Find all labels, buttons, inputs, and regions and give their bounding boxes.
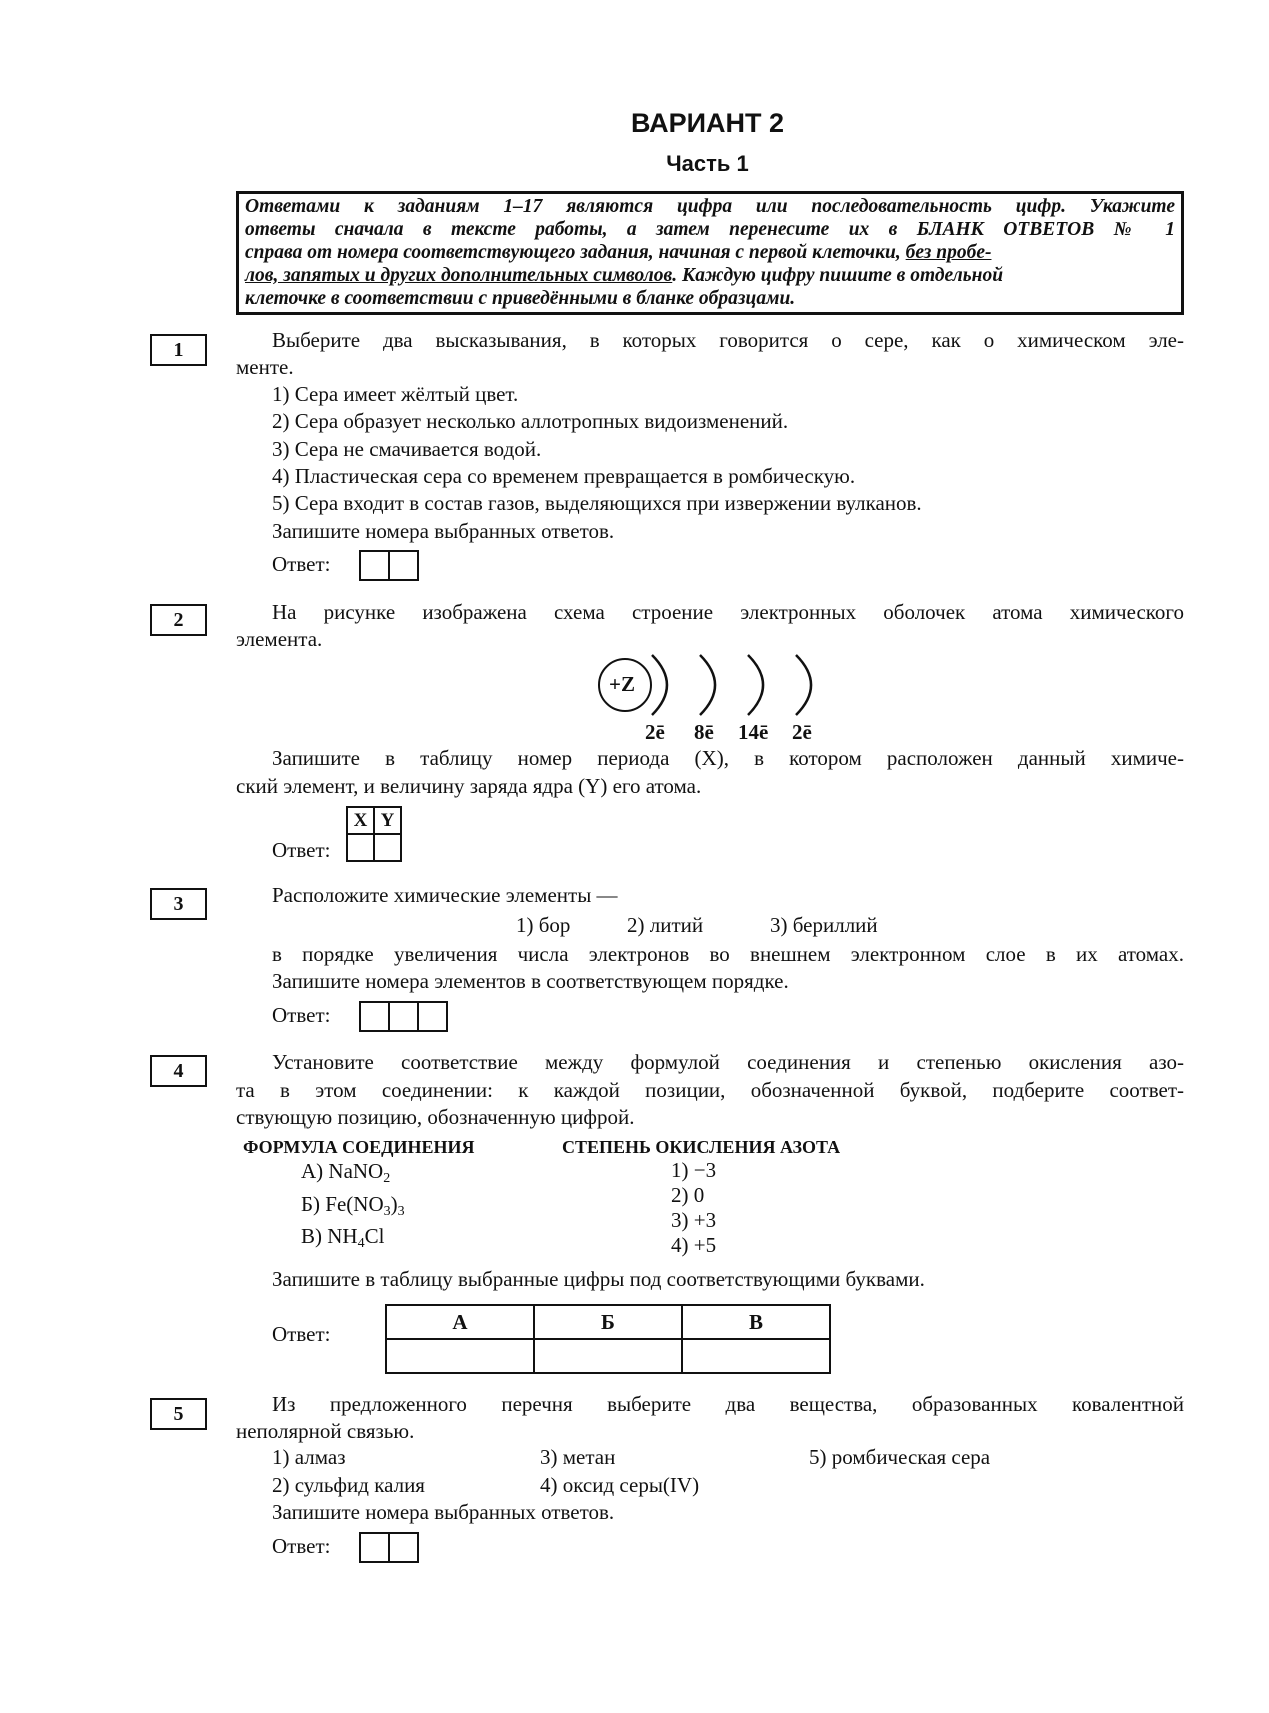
answer-label: Ответ: (272, 1003, 331, 1027)
instructions-text: . Каждую цифру пишите в отдельной (672, 265, 1004, 286)
instructions-emphasis: без пробе- (905, 242, 992, 263)
formula-subscript: 3 (383, 1204, 391, 1219)
task1-option: 2) Сера образует несколько аллотропных видоизменений. (272, 409, 789, 433)
answer-cell[interactable] (390, 552, 417, 579)
answer-cell-b[interactable] (534, 1339, 682, 1373)
instructions-text: справа от номера соответствующего задания, начиная с первой клеточки, (245, 242, 906, 263)
answer-cell-a[interactable] (386, 1339, 534, 1373)
formula-a (301, 1158, 390, 1192)
shell-arc (652, 655, 667, 715)
answer-cell[interactable] (390, 1534, 417, 1561)
task4-answer-table (385, 1304, 831, 1374)
formula-text: В) NH (301, 1224, 358, 1248)
answer-label: Ответ: (272, 552, 331, 576)
answer-cell[interactable] (419, 1003, 446, 1030)
instructions-line (245, 265, 1175, 288)
part-title: Часть 1 (666, 151, 749, 176)
column-header-v: В (682, 1305, 830, 1339)
variant-title: ВАРИАНТ 2 (630, 108, 785, 138)
shell-electrons: 2ē (645, 720, 665, 744)
formula-c (301, 1223, 384, 1257)
task1-text: менте. (236, 355, 294, 379)
task1-option: 4) Пластическая сера со временем превращается в ромбическую. (272, 464, 856, 488)
oxidation-option: 3) +3 (671, 1208, 717, 1232)
task5-option: 3) метан (540, 1445, 616, 1469)
answer-cell[interactable] (361, 1003, 390, 1030)
task4-instruction: Запишите в таблицу выбранные цифры под соответствующими буквами. (272, 1267, 925, 1291)
element-option: 1) бор (516, 913, 571, 937)
answer-label: Ответ: (272, 838, 331, 862)
task2-text: Запишите в таблицу номер периода (X), в котором расположен данный химиче- (272, 746, 1184, 770)
formula-text: ) (390, 1192, 398, 1216)
formula-text: А) NaNO (301, 1159, 384, 1183)
formula-text: Cl (364, 1224, 385, 1248)
answer-cell[interactable] (361, 1534, 390, 1561)
task2-text: На рисунке изображена схема строение электронных оболочек атома химического (272, 600, 1184, 624)
answer-label: Ответ: (272, 1322, 331, 1346)
task1-option: 1) Сера имеет жёлтый цвет. (272, 382, 519, 406)
task2-answer-table (346, 806, 402, 862)
element-option: 2) литий (627, 913, 704, 937)
answer-label: Ответ: (272, 1534, 331, 1558)
answer-cell-x[interactable] (347, 834, 374, 861)
instructions-line: клеточке в соответствии с приведёнными в бланке образцами. (245, 288, 796, 309)
formula-subscript: 3 (397, 1204, 405, 1219)
task3-text: Запишите номера элементов в соответствующем порядке. (272, 969, 789, 993)
task1-instruction: Запишите номера выбранных ответов. (272, 519, 615, 543)
task1-option: 3) Сера не смачивается водой. (272, 437, 542, 461)
task5-text: Из предложенного перечня выберите два вещества, образованных ковалентной (272, 1392, 1184, 1416)
task-number-4: 4 (150, 1055, 207, 1087)
shell-electrons: 14ē (738, 720, 769, 744)
task1-answer-cells[interactable] (359, 550, 419, 581)
answer-cell[interactable] (361, 552, 390, 579)
task2-text: элемента. (236, 627, 323, 651)
task-number-5: 5 (150, 1398, 207, 1430)
element-option: 3) бериллий (770, 913, 878, 937)
nucleus-label: +Z (609, 672, 635, 696)
task-number-2: 2 (150, 604, 207, 636)
instructions-line: Ответами к заданиям 1–17 являются цифра или последовательность цифр. Укажите (245, 196, 1175, 217)
task-number-3: 3 (150, 888, 207, 920)
formula-subscript: 2 (383, 1171, 391, 1186)
formula-subscript: 4 (357, 1236, 365, 1251)
instructions-line: ответы сначала в тексте работы, а затем перенесите их в БЛАНК ОТВЕТОВ № 1 (245, 219, 1175, 240)
formula-text: Б) Fe(NO (301, 1192, 384, 1216)
shell-electrons: 8ē (694, 720, 714, 744)
column-header-a: А (386, 1305, 534, 1339)
task4-text: та в этом соединении: к каждой позиции, обозначенной буквой, подберите соответ- (236, 1078, 1184, 1102)
task5-option: 2) сульфид калия (272, 1473, 425, 1497)
task5-text: неполярной связью. (236, 1419, 415, 1443)
task4-text: ствующую позицию, обозначенную цифрой. (236, 1105, 635, 1129)
task4-text: Установите соответствие между формулой соединения и степенью окисления азо- (272, 1050, 1184, 1074)
answer-cell-v[interactable] (682, 1339, 830, 1373)
task-number-1: 1 (150, 334, 207, 366)
oxidation-option: 2) 0 (671, 1183, 705, 1207)
shell-electrons: 2ē (792, 720, 812, 744)
instructions-emphasis: лов, запятых и других дополнительных символов (245, 265, 673, 286)
task1-text: Выберите два высказывания, в которых говорится о сере, как о химическом эле- (272, 328, 1184, 352)
oxidation-option: 4) +5 (671, 1233, 717, 1257)
oxidation-option: 1) −3 (671, 1158, 717, 1182)
formula-b (301, 1191, 405, 1225)
task5-answer-cells[interactable] (359, 1532, 419, 1563)
task1-option: 5) Сера входит в состав газов, выделяющихся при извержении вулканов. (272, 491, 922, 515)
task5-option: 1) алмаз (272, 1445, 346, 1469)
shell-arc (748, 655, 763, 715)
column-header-x: X (347, 807, 374, 834)
task3-text: Расположите химические элементы — (272, 883, 618, 907)
answer-cell[interactable] (390, 1003, 419, 1030)
shell-arc (700, 655, 715, 715)
task3-text: в порядке увеличения числа электронов во внешнем электронном слое в их атомах. (272, 942, 1184, 966)
column-header-formula: ФОРМУЛА СОЕДИНЕНИЯ (243, 1137, 475, 1157)
task5-instruction: Запишите номера выбранных ответов. (272, 1500, 615, 1524)
column-header-y: Y (374, 807, 401, 834)
task5-option: 4) оксид серы(IV) (540, 1473, 700, 1497)
instructions-line (245, 242, 1175, 265)
shell-arc (796, 655, 811, 715)
task3-answer-cells[interactable] (359, 1001, 448, 1032)
task5-option: 5) ромбическая сера (809, 1445, 991, 1469)
column-header-b: Б (534, 1305, 682, 1339)
column-header-oxidation: СТЕПЕНЬ ОКИСЛЕНИЯ АЗОТА (562, 1137, 841, 1157)
task2-text: ский элемент, и величину заряда ядра (Y) его атома. (236, 774, 702, 798)
answer-cell-y[interactable] (374, 834, 401, 861)
